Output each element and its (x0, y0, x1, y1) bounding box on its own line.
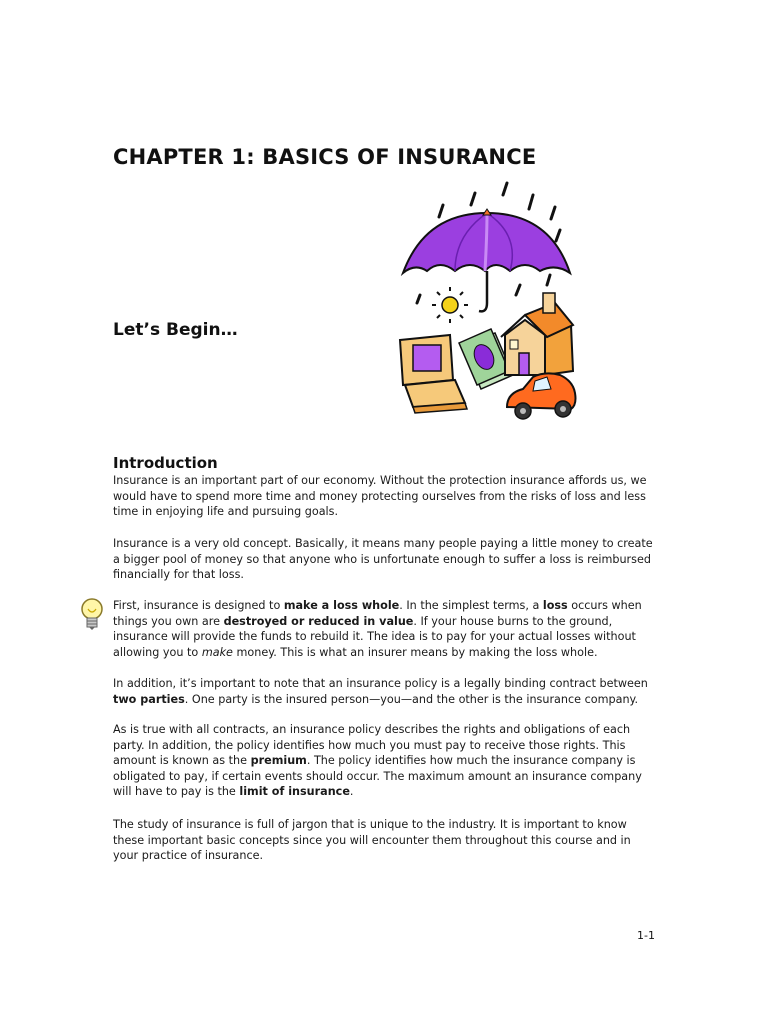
sun-icon (432, 287, 468, 323)
paragraph-1: Insurance is an important part of our economy. Without the protection insurance affords us, we would have to spend more time and money protecting ourselves from the risks of loss and less time in enjoying life and pursuing goals. (113, 474, 647, 518)
paragraph-6: The study of insurance is full of jargon that is unique to the industry. It is important to know these important basic concepts since you will encounter them throughout this course and in your practice of insurance. (113, 818, 631, 862)
paragraph-3: First, insurance is designed to make a loss whole. In the simplest terms, a loss occurs when things you own are destroyed or reduced in value. If your house burns to the ground, insurance will provide the funds to rebuild it. The idea is to pay for your actual losses without allowing you to make money. This is what an insurer means by making the loss whole. (113, 599, 642, 659)
lets-begin-heading: Let’s Begin… (113, 320, 238, 340)
paragraph-4: In addition, it’s important to note that an insurance policy is a legally binding contract between two parties. One party is the insured person—you—and the other is the insurance company. (113, 677, 648, 706)
insurance-umbrella-illustration (395, 175, 585, 430)
chapter-title: CHAPTER 1: BASICS OF INSURANCE (113, 145, 537, 169)
page-number: 1-1 (637, 929, 655, 942)
car-icon (507, 373, 576, 419)
introduction-heading: Introduction (113, 454, 218, 472)
paragraph-5: As is true with all contracts, an insurance policy describes the rights and obligations of each party. In addition, the policy identifies how much you must pay to receive those rights. This amount is known as the premium. The policy identifies how much the insurance company is obligated to pay, if certain events should occur. The maximum amount an insurance company will have to pay is the limit of insurance. (113, 723, 642, 798)
paragraph-2: Insurance is a very old concept. Basically, it means many people paying a little money to create a bigger pool of money so that anyone who is unfortunate enough to suffer a loss is reimbursed financially for that loss. (113, 537, 653, 581)
house-icon (501, 293, 573, 375)
computer-icon (400, 335, 467, 413)
lightbulb-icon (80, 597, 104, 631)
